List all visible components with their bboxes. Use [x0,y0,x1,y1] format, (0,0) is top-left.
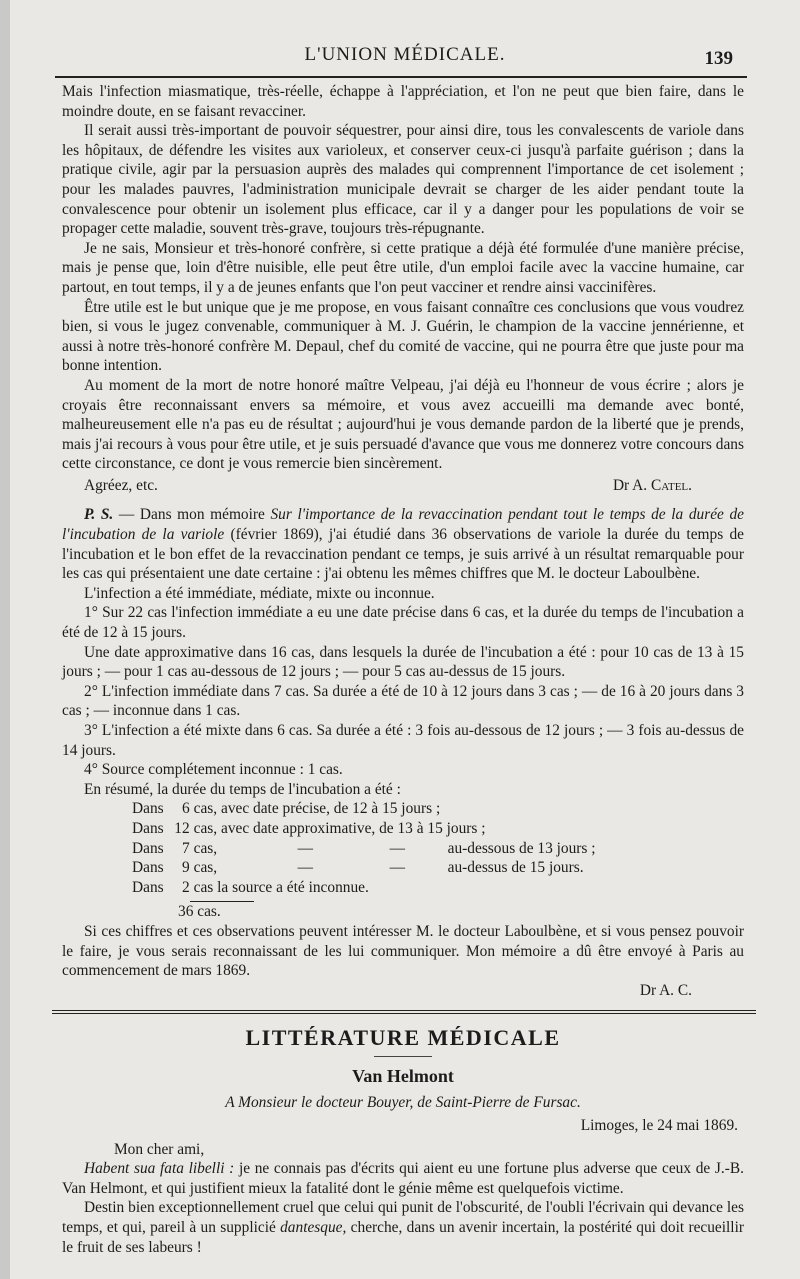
summary-count: 12 [174,819,190,837]
letter-paragraph: Je ne sais, Monsieur et très-honoré confrère, si cette pratique a déjà été formulée d'une manière précise, mais je pense que, loin d'être nuisible, elle peut être utile, d'un emploi facile avec la vaccine humaine, car partout, en tout temps, il y a de jeunes enfants que l'on peut vacciner et rendre ainsi vaccinifères. [62,239,744,296]
article-text: Destin bien exceptionnellement cruel que celui qui punit de l'obscurité, de l'oubli l'écrivain qui devance les temps, et qui, pareil à un supplicié [62,1199,744,1237]
summary-count: 7 [181,839,190,857]
letter-signoff [62,476,744,496]
summary-count: 9 [181,859,190,877]
article-text: cherche, dans un avenir incertain, la postérité qui doit recueillir le fruit de ses labeurs ! [62,1219,744,1256]
ditto-mark: — [389,839,406,857]
summary-dans: Dans [132,800,164,818]
summary-row [132,819,600,839]
postscript-paragraph: 3° L'infection a été mixte dans 6 cas. Sa durée a été : 3 fois au-dessous de 12 jours ; — 3 fois au-dessus de 14 jours. [62,722,744,759]
header-rule [55,76,747,78]
memoir-title: Sur l'importance de la revaccination pendant tout le temps de la durée de l'incubation de la variole [62,506,744,544]
journal-page [10,0,800,1279]
summary-dans: Dans [132,839,164,857]
postscript-paragraph: L'infection a été immédiate, médiate, mixte ou inconnue. [84,584,435,602]
summary-dans: Dans [132,878,164,896]
letter-paragraph: Mais l'infection miasmatique, très-réelle, échappe à l'appréciation, et l'on ne peut que bien faire, dans le moindre doute, en se faisant revacciner. [62,83,744,120]
postscript-label: P. S. [84,506,114,524]
summary-count: 6 [181,800,190,818]
postscript-intro [62,505,744,583]
summary-row [132,878,600,898]
signature-prefix: Dr A. [612,476,648,494]
latin-quote: Habent sua fata libelli : [84,1160,235,1178]
title-rule [374,1056,432,1057]
article-text: je ne connais pas d'écrits qui aient eu une fortune plus adverse que ceux de J.-B. Van Helmont, et qui justifient mieux la fatalité dont le génie même est quelquefois victime. [62,1160,744,1197]
italic-word: dantesque, [280,1219,347,1237]
postscript-signature-line [62,981,744,1001]
summary-row [132,839,600,859]
journal-title: L'UNION MÉDICALE. [304,44,506,65]
summary-dans: Dans [132,859,164,877]
signature-name: Catel. [651,476,692,494]
letter-paragraph: Être utile est le but unique que je me propose, en vous faisant connaître ces conclusions que vous voudrez bien, si vous le jugez convenable, communiquer à M. J. Guérin, le champion de la vaccine jennérienne, et aussi à notre très-honoré confrère M. Depaul, chef du comité de vaccine, qui ne pourra être que juste pour ma bonne intention. [62,298,744,375]
summary-extra: au-dessous de 13 jours ; [447,839,596,857]
postscript-paragraph: Une date approximative dans 16 cas, dans lesquels la durée de l'incubation a été : pour 10 cas de 13 à 15 jours ; — pour 1 cas au-dessous de 12 jours ; — pour 5 cas au-dessus de 15 jours. [62,643,744,681]
letter-paragraph: Il serait aussi très-important de pouvoir séquestrer, pour ainsi dire, tous les convalescents de variole dans les hôpitaux, de défendre les visites aux varioleux, et conserver ceux-ci jusqu'à parfaite guérison ; dans la pratique civile, agir par la persuasion auprès des malades qui comprennent l'importance de cet isolement ; pour les malades pauvres, l'administration municipale devrait se charger de les aider pendant toute la convalescence pour obtenir un isolement plus efficace, car il y a danger pour les populations de voir se propager cette maladie, souvent très-grave, toujours très-répugnante. [62,122,744,238]
postscript-paragraph: 2° L'infection immédiate dans 7 cas. Sa durée a été de 10 à 12 jours dans 3 cas ; — de 16 à 20 jours dans 3 cas ; — inconnue dans 1 cas. [62,682,744,720]
summary-text: cas, avec date approximative, de 13 à 15 jours ; [193,819,486,837]
section-title: LITTÉRATURE MÉDICALE [245,1025,561,1051]
summary-text: cas la source a été inconnue. [193,878,369,896]
postscript-paragraph: En résumé, la durée du temps de l'incubation a été : [84,780,401,798]
article-paragraph [62,1198,744,1257]
summary-text: cas, [193,839,218,857]
summary-extra: au-dessus de 15 jours. [447,859,584,877]
letter-address: A Monsieur le docteur Bouyer, de Saint-Pierre de Fursac. [225,1093,581,1111]
page-number: 139 [704,48,733,69]
ditto-mark: — [389,859,406,877]
page-body [62,82,744,1257]
postscript-closing: Si ces chiffres et ces observations peuvent intéresser M. le docteur Laboulbène, et si vous pensez pouvoir le faire, je vous serais reconnaissant de les lui communiquer. Mon mémoire a dû être envoyé à Paris au commencement de mars 1869. [62,922,744,980]
letter-signature [613,476,692,496]
letter-date: Limoges, le 24 mai 1869. [580,1117,738,1135]
letter-paragraph: Au moment de la mort de notre honoré maître Velpeau, j'ai déjà eu l'honneur de vous écrire ; alors je croyais être reconnaissant envers sa mémoire, et vous avez accueilli ma demande avec bonté, malheureusement elle n'a pas eu de résultat ; aujourd'hui je vous demande pardon de la liberté que je prends, mais j'ai recours à vous pour être utile, et je suis persuadé d'avance que vous me donnerez votre concours dans cette circonstance, ce dont je vous remercie bien sincèrement. [62,376,744,473]
section-divider [52,1010,756,1014]
postscript-paragraph: 1° Sur 22 cas l'infection immédiate a eu une date précise dans 6 cas, et la durée du temps de l'incubation a été de 12 à 15 jours. [62,604,744,642]
article-title: Van Helmont [352,1065,454,1086]
postscript-paragraph: 4° Source complétement inconnue : 1 cas. [84,761,343,779]
closing-formula: Agréez, etc. [84,476,158,494]
summary-count: 2 [181,878,190,896]
salutation: Mon cher ami, [114,1140,205,1158]
summary-dans: Dans [132,819,164,837]
summary-text: cas, avec date précise, de 12 à 15 jours ; [193,800,441,818]
incubation-summary [132,799,600,897]
postscript-signature: Dr A. C. [639,981,692,999]
postscript-intro-text: — Dans mon mémoire [118,506,265,524]
summary-total: 36 cas. [178,903,221,921]
postscript-intro-rest: (février 1869), j'ai étudié dans 36 observations de variole la durée du temps de l'incubation et le bon effet de la revaccination pendant ce temps, je suis arrivé à un résultat remarquable pour les cas qui présentaient une date certaine : j'ai obtenu les mêmes chiffres que M. le docteur Laboulbène. [62,526,744,583]
article-paragraph [62,1159,744,1198]
summary-text: cas, [193,859,218,877]
ditto-mark: — [297,859,314,877]
ditto-mark: — [297,839,314,857]
running-header [10,44,800,74]
summary-row [132,858,600,878]
summary-row [132,799,600,819]
